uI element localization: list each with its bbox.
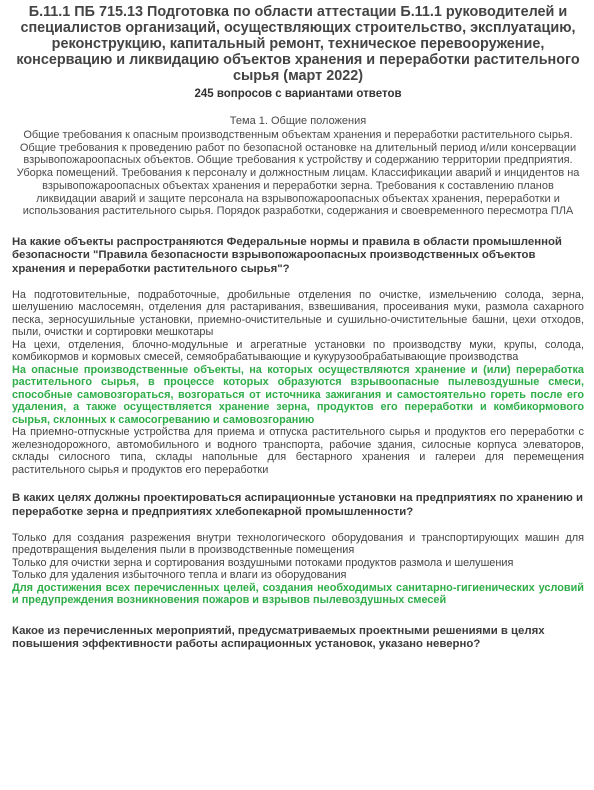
answer-option: На цехи, отделения, блочно-модульные и агрегатные установки по производству муки, крупы, солода, комбикормов и кормовых смесей, семяобрабатывающие и кукурузообрабатывающие производства	[12, 338, 584, 364]
answer-option: Только для очистки зерна и сортирования воздушными потоками продуктов размола и шелушения	[12, 556, 514, 569]
answer-option: На подготовительные, подработочные, дробильные отделения по очистке, измельчению солода, зерна, шелушению маслосемян, отделения для растаривания, взвешивания, просеивания муки, размола сахарного песка, зерносушильные установки, приемно-очистительные и сушильно-очистительные башни, цехи отходов, пыли, очистки и сортировки мешкотары	[12, 288, 584, 339]
answer-option: Только для создания разрежения внутри технологического оборудования и транспортирующих машин для предотвращения выделения пыли в производственные помещения	[12, 531, 584, 557]
answer-option-correct: На опасные производственные объекты, на которых осуществляются хранение и (или) переработка растительного сырья, в процессе которых образуются взрывоопасные пылевоздушные смеси, способные самовозгораться, возгораться от источника зажигания и самостоятельно гореть после его удаления, а также осуществляется хранение зерна, продуктов его переработки и комбикормового сырья, склонных к самосогреванию и самовозгоранию	[12, 363, 584, 426]
question-1	[12, 236, 584, 476]
question-text: На какие объекты распространяются Федеральные нормы и правила в области промышленной безопасности "Правила безопасности взрывопожароопасных производственных объектов хранения и переработки растительного сырья"?	[12, 235, 562, 275]
document-title: Б.11.1 ПБ 715.13 Подготовка по области аттестации Б.11.1 руководителей и специалистов организаций, осуществляющих строительство, эксплуатацию, реконструкцию, капитальный ремонт, техническое перевооружение, консервацию и ликвидацию объектов хранения и переработки растительного сырья (март 2022)	[16, 4, 580, 84]
document-subtitle: 245 вопросов с вариантами ответов	[194, 88, 402, 100]
answer-option: На приемно-отпускные устройства для приема и отпуска растительного сырья и продуктов его переработки с железнодорожного, автомобильного и водного транспорта, рабочие здания, силосные корпуса элеваторов, склады силосного типа, склады напольные для бестарного хранения и галереи для перемещения растительного сырья и продуктов его переработки	[12, 426, 584, 476]
answer-option-correct: Для достижения всех перечисленных целей, создания необходимых санитарно-гигиенических условий и предупреждения возникновения пожаров и взрывов пылевоздушных смесей	[12, 581, 584, 607]
topic-heading: Тема 1. Общие положения	[229, 115, 367, 127]
topic-description: Общие требования к опасным производственным объектам хранения и переработки растительного сырья. Общие требования к проведению работ по безопасной остановке на длительный период и/или консервации взрывопожароопасных объектов. Общие требования к устройству и содержанию территории предприятия. Уборка помещений. Требования к персоналу и должностным лицам. Классификации аварий и инцидентов на взрывопожароопасных объектах хранения и переработки зерна. Требования к составлению планов ликвидации аварий и защите персонала на взрывопожароопасных объектах хранения, переработки и использования растительного сырья. Порядок разработки, содержания и своевременного пересмотра ПЛА	[16, 129, 580, 218]
question-2	[12, 492, 584, 607]
answer-option: Только для удаления избыточного тепла и влаги из оборудования	[12, 569, 347, 582]
question-text: В каких целях должны проектироваться аспирационные установки на предприятиях по хранению и переработке зерна и предприятиях хлебопекарной промышленности?	[12, 492, 583, 518]
question-3	[12, 625, 584, 652]
question-text: Какое из перечисленных мероприятий, предусматриваемых проектными решениями в целях повышения эффективности работы аспирационных установок, указано неверно?	[12, 624, 545, 651]
